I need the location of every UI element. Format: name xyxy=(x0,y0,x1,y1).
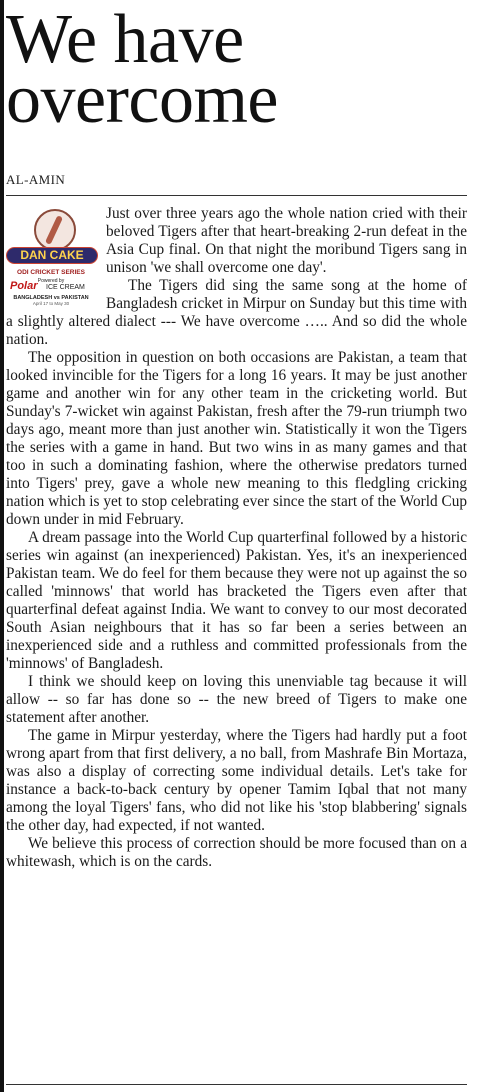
cricket-ball-icon xyxy=(34,209,76,251)
logo-brand: DAN CAKE xyxy=(6,247,98,264)
logo-sponsor: Polar xyxy=(10,280,38,292)
paragraph-1 xyxy=(6,205,467,306)
left-margin-rule xyxy=(0,0,4,1092)
paragraph-6: The game in Mirpur yesterday, where the Tigers had hardly put a foot wrong apart from that first delivery, a no ball, from Mashrafe Bin Mortaza, was also a display of correcting some individual details. Let's take for instance a back-to-back century by opener Tamim Iqbal that not many among the loyal Tigers' fans, who did not like his 'stop blabbering' signals the other day, had expected, if not wanted. xyxy=(6,727,467,834)
byline: AL-AMIN xyxy=(6,172,66,187)
logo-powered-by: Powered by xyxy=(37,278,65,284)
paragraph-2: The Tigers did sing the same song at the home of Bangladesh cricket in Mirpur on Sunday but this time with a slightly altered dialect --- We have overcome ….. And so did the whole nation. xyxy=(6,277,467,348)
headline: We have overcome xyxy=(6,1,278,138)
logo-dates: April 17 to May 30 xyxy=(32,301,70,306)
paragraph-4: A dream passage into the World Cup quarterfinal followed by a historic series win against (an inexperienced) Pakistan. Yes, it's an inexperienced Pakistan team. We do feel for them because they were not up against the so called 'minnows' that world has bracketed the Tigers even after that quarterfinal defeat against India. We want to convey to our most decorated South Asian neighbours that it has so far been a series between an inexperienced side and a ruthless and committed professionals from the 'minnows' of Bangladesh. xyxy=(6,529,467,672)
article-body xyxy=(6,205,467,871)
logo-series: ODI CRICKET SERIES xyxy=(17,269,85,276)
logo-sponsor-suffix: ICE CREAM xyxy=(46,284,85,291)
paragraph-7: We believe this process of correction should be more focused than on a whitewash, which is on the cards. xyxy=(6,835,467,870)
paragraph-1-text: Just over three years ago the whole nation cried with their beloved Tigers after that heart-breaking 2-run defeat in the Asia Cup final. On that night the moribund Tigers sang in unison 'we shall overcome one day'. xyxy=(106,205,467,276)
byline-divider xyxy=(6,195,467,196)
paragraph-3: The opposition in question on both occasions are Pakistan, a team that looked invincible for the Tigers for a long 16 years. It may be just another game and another win for any other team in the cricketing world. But Sunday's 7-wicket win against Pakistan, fresh after the 79-run triumph two days ago, meant more than just another win. Statistically it won the Tigers the series with a game in hand. But two wins in as many games and that too in such a dominating fashion, where the otherwise predators turned into Tigers' prey, gave a whole new meaning to this fledgling cricking nation which is yet to stop celebrating ever since the start of the World Cup down under in mid February. xyxy=(6,349,467,528)
series-sponsor-logo xyxy=(6,207,98,306)
logo-teams: BANGLADESH vs PAKISTAN xyxy=(13,295,89,301)
paragraph-5: I think we should keep on loving this unenviable tag because it will allow -- so far has done so -- the new breed of Tigers to make one statement after another. xyxy=(6,673,467,726)
bottom-divider xyxy=(6,1084,467,1085)
